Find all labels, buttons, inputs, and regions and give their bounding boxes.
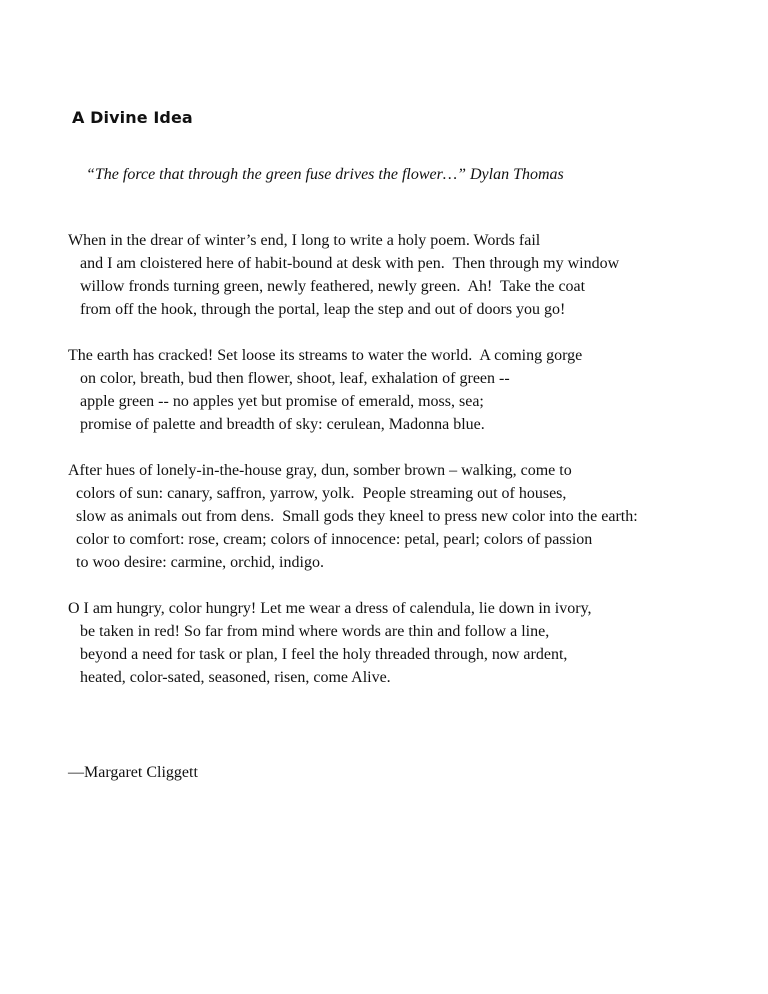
poem-line: colors of sun: canary, saffron, yarrow, yolk. People streaming out of houses, [68, 485, 567, 502]
poem-line: and I am cloistered here of habit-bound at desk with pen. Then through my window [68, 255, 620, 272]
poem-line: beyond a need for task or plan, I feel the holy threaded through, now ardent, [68, 646, 568, 663]
poem-line: apple green -- no apples yet but promise of emerald, moss, sea; [68, 393, 484, 410]
poem-line: promise of palette and breadth of sky: cerulean, Madonna blue. [68, 416, 485, 433]
poem-line: from off the hook, through the portal, leap the step and out of doors you go! [68, 301, 566, 318]
poem-line: be taken in red! So far from mind where words are thin and follow a line, [68, 623, 550, 640]
poem-line: heated, color-sated, seasoned, risen, come Alive. [68, 669, 391, 686]
poem-line: When in the drear of winter’s end, I long to write a holy poem. Words fail [68, 232, 541, 249]
poem-line: to woo desire: carmine, orchid, indigo. [68, 554, 324, 571]
stanza [68, 344, 638, 436]
poem-line: on color, breath, bud then flower, shoot, leaf, exhalation of green -- [68, 370, 510, 387]
poem-line: color to comfort: rose, cream; colors of innocence: petal, pearl; colors of passion [68, 531, 593, 548]
poem-body [68, 229, 638, 712]
poem-line: slow as animals out from dens. Small gods they kneel to press new color into the earth: [68, 508, 638, 525]
author-signature: —Margaret Cliggett [68, 764, 198, 781]
poem-line: After hues of lonely-in-the-house gray, dun, somber brown – walking, come to [68, 462, 572, 479]
stanza [68, 229, 638, 321]
stanza [68, 459, 638, 574]
poem-line: The earth has cracked! Set loose its streams to water the world. A coming gorge [68, 347, 583, 364]
stanza [68, 597, 638, 689]
epigraph: “The force that through the green fuse drives the flower…” Dylan Thomas [86, 166, 564, 183]
poem-line: O I am hungry, color hungry! Let me wear a dress of calendula, lie down in ivory, [68, 600, 592, 617]
poem-title: A Divine Idea [72, 108, 193, 127]
poem-line: willow fronds turning green, newly feathered, newly green. Ah! Take the coat [68, 278, 586, 295]
